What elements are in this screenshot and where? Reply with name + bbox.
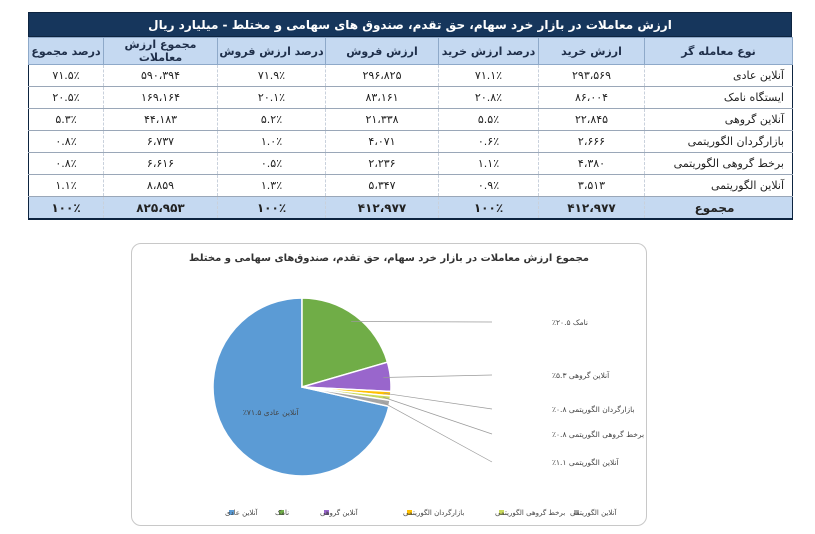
pie-leader-line bbox=[383, 397, 492, 434]
pie-data-label: برخط گروهی الگوریتمی ۰.۸٪ bbox=[552, 430, 645, 439]
cell-buy-value: ۸۶،۰۰۴ bbox=[539, 87, 645, 109]
pie-leader-line bbox=[384, 393, 492, 409]
cell-sell-value: ۲۱،۳۳۸ bbox=[326, 109, 439, 131]
cell-buy-value: ۳،۵۱۳ bbox=[539, 175, 645, 197]
pie-data-label: بازارگردان الگوریتمی ۰.۸٪ bbox=[552, 405, 635, 414]
header-sell-value: ارزش فروش bbox=[326, 38, 439, 65]
cell-sell-percent: ۷۱.۹٪ bbox=[218, 65, 326, 87]
header-sell-percent: درصد ارزش فروش bbox=[218, 38, 326, 65]
legend-label: آنلاین الگوریتمی bbox=[570, 509, 617, 517]
cell-total-percent: ۷۱.۵٪ bbox=[29, 65, 104, 87]
cell-trader-type: برخط گروهی الگوریتمی bbox=[645, 153, 793, 175]
cell-total-percent: ۲۰.۵٪ bbox=[29, 87, 104, 109]
cell-trader-type: ایستگاه نامک bbox=[645, 87, 793, 109]
cell-total-buy-percent: ۱۰۰٪ bbox=[439, 197, 539, 220]
cell-sell-percent: ۵.۲٪ bbox=[218, 109, 326, 131]
cell-total-sell-value: ۴۱۲،۹۷۷ bbox=[326, 197, 439, 220]
cell-total-value: ۸،۸۵۹ bbox=[104, 175, 218, 197]
cell-sell-percent: ۱.۳٪ bbox=[218, 175, 326, 197]
table-row bbox=[29, 131, 793, 153]
cell-total-percent: ۰.۸٪ bbox=[29, 131, 104, 153]
header-total-value: مجموع ارزش معاملات bbox=[104, 38, 218, 65]
cell-trader-type: آنلاین گروهی bbox=[645, 109, 793, 131]
legend-label: آنلاین گروهی bbox=[320, 509, 358, 517]
cell-sell-value: ۵،۳۴۷ bbox=[326, 175, 439, 197]
header-buy-percent: درصد ارزش خرید bbox=[439, 38, 539, 65]
cell-trader-type: بازارگردان الگوریتمی bbox=[645, 131, 793, 153]
table-total-row bbox=[29, 197, 793, 220]
data-table bbox=[28, 37, 793, 220]
cell-total-value: ۵۹۰،۳۹۴ bbox=[104, 65, 218, 87]
cell-buy-percent: ۵.۵٪ bbox=[439, 109, 539, 131]
legend-label: آنلاین عادی bbox=[225, 509, 258, 517]
data-table-container bbox=[28, 12, 792, 220]
cell-trader-type: آنلاین الگوریتمی bbox=[645, 175, 793, 197]
cell-sell-percent: ۲۰.۱٪ bbox=[218, 87, 326, 109]
cell-total-percent: ۰.۸٪ bbox=[29, 153, 104, 175]
header-trader-type: نوع معامله گر bbox=[645, 38, 793, 65]
cell-sell-value: ۲۹۶،۸۲۵ bbox=[326, 65, 439, 87]
pie-leader-line bbox=[382, 402, 492, 462]
table-row bbox=[29, 153, 793, 175]
legend-label: بازارگردان الگوریتمی bbox=[403, 509, 465, 517]
cell-sell-value: ۸۳،۱۶۱ bbox=[326, 87, 439, 109]
cell-sell-value: ۲،۲۳۶ bbox=[326, 153, 439, 175]
cell-buy-percent: ۱.۱٪ bbox=[439, 153, 539, 175]
chart-legend bbox=[225, 508, 618, 517]
cell-buy-value: ۲،۶۶۶ bbox=[539, 131, 645, 153]
cell-sell-value: ۴،۰۷۱ bbox=[326, 131, 439, 153]
pie-data-label: نامک ۲۰.۵٪ bbox=[552, 318, 589, 327]
cell-buy-percent: ۰.۹٪ bbox=[439, 175, 539, 197]
cell-total-value: ۴۴،۱۸۳ bbox=[104, 109, 218, 131]
header-buy-value: ارزش خرید bbox=[539, 38, 645, 65]
pie-leader-line bbox=[383, 375, 492, 378]
legend-label: برخط گروهی الگوریتمی bbox=[495, 509, 566, 517]
cell-total-value: ۱۶۹،۱۶۴ bbox=[104, 87, 218, 109]
cell-sell-percent: ۰.۵٪ bbox=[218, 153, 326, 175]
cell-sell-percent: ۱.۰٪ bbox=[218, 131, 326, 153]
cell-grand-total-value: ۸۲۵،۹۵۳ bbox=[104, 197, 218, 220]
pie-data-label: آنلاین عادی ۷۱.۵٪ bbox=[242, 408, 299, 418]
chart-title: مجموع ارزش معاملات در بازار خرد سهام، حق تقدم، صندوق‌های سهامی و مختلط bbox=[189, 253, 589, 264]
pie-slices bbox=[213, 298, 391, 476]
cell-total-label: مجموع bbox=[645, 197, 793, 220]
header-total-percent: درصد مجموع bbox=[29, 38, 104, 65]
cell-total-buy-value: ۴۱۲،۹۷۷ bbox=[539, 197, 645, 220]
pie-chart bbox=[132, 244, 646, 525]
cell-grand-total-percent: ۱۰۰٪ bbox=[29, 197, 104, 220]
table-row bbox=[29, 109, 793, 131]
table-row bbox=[29, 65, 793, 87]
cell-buy-percent: ۲۰.۸٪ bbox=[439, 87, 539, 109]
cell-total-sell-percent: ۱۰۰٪ bbox=[218, 197, 326, 220]
cell-total-value: ۶،۶۱۶ bbox=[104, 153, 218, 175]
cell-buy-percent: ۰.۶٪ bbox=[439, 131, 539, 153]
table-row bbox=[29, 87, 793, 109]
table-header-row bbox=[29, 38, 793, 65]
cell-buy-value: ۲۲،۸۴۵ bbox=[539, 109, 645, 131]
cell-buy-percent: ۷۱.۱٪ bbox=[439, 65, 539, 87]
pie-data-label: آنلاین گروهی ۵.۳٪ bbox=[552, 371, 610, 380]
table-title: ارزش معاملات در بازار خرد سهام، حق تقدم، صندوق های سهامی و مختلط - میلیارد ریال bbox=[28, 12, 792, 37]
table-row bbox=[29, 175, 793, 197]
cell-trader-type: آنلاین عادی bbox=[645, 65, 793, 87]
cell-total-percent: ۵.۳٪ bbox=[29, 109, 104, 131]
pie-data-label: آنلاین الگوریتمی ۱.۱٪ bbox=[552, 458, 619, 467]
cell-buy-value: ۴،۳۸۰ bbox=[539, 153, 645, 175]
cell-total-percent: ۱.۱٪ bbox=[29, 175, 104, 197]
cell-buy-value: ۲۹۳،۵۶۹ bbox=[539, 65, 645, 87]
pie-chart-panel bbox=[131, 243, 647, 526]
cell-total-value: ۶،۷۳۷ bbox=[104, 131, 218, 153]
legend-label: نامک bbox=[275, 509, 290, 517]
